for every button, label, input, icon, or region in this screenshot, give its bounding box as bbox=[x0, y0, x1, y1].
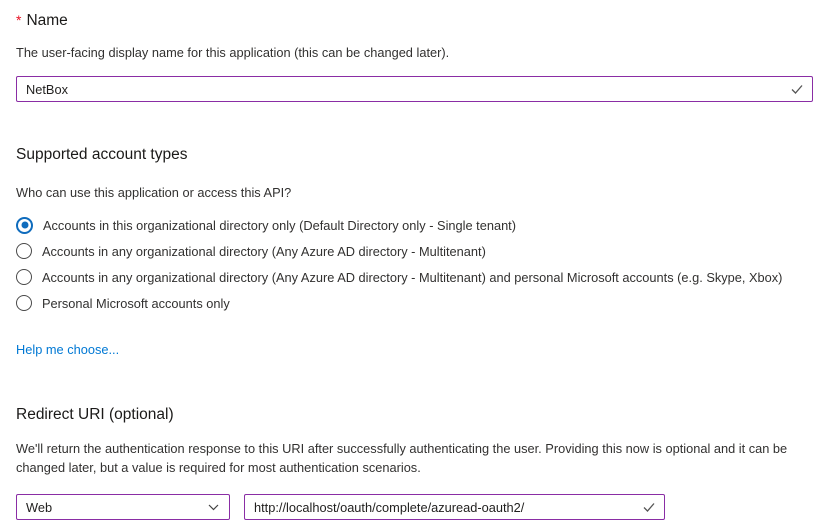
radio-option-label: Accounts in any organizational directory (Any Azure AD directory - Multitenant) bbox=[42, 243, 486, 259]
name-section-heading bbox=[16, 12, 813, 30]
radio-button-icon[interactable] bbox=[16, 269, 32, 285]
radio-option-label: Accounts in this organizational directory only (Default Directory only - Single tenant) bbox=[43, 217, 516, 233]
radio-option-personal-only[interactable] bbox=[16, 290, 813, 316]
radio-button-icon[interactable] bbox=[16, 217, 33, 234]
redirect-uri-title: Redirect URI (optional) bbox=[16, 406, 174, 423]
name-description: The user-facing display name for this application (this can be changed later). bbox=[16, 45, 450, 60]
radio-button-icon[interactable] bbox=[16, 295, 32, 311]
name-input[interactable] bbox=[17, 77, 812, 101]
redirect-uri-input[interactable] bbox=[245, 495, 664, 519]
radio-option-multitenant[interactable] bbox=[16, 238, 813, 264]
radio-option-label: Accounts in any organizational directory (Any Azure AD directory - Multitenant) and personal Microsoft accounts (e.g. Skype, Xbox) bbox=[42, 269, 783, 285]
account-types-question: Who can use this application or access this API? bbox=[16, 185, 292, 200]
radio-option-single-tenant[interactable] bbox=[16, 212, 813, 238]
help-me-choose-link[interactable]: Help me choose... bbox=[16, 342, 120, 357]
supported-account-types-title: Supported account types bbox=[16, 146, 188, 163]
radio-button-icon[interactable] bbox=[16, 243, 32, 259]
account-types-radio-group bbox=[16, 212, 813, 316]
radio-option-multitenant-personal[interactable] bbox=[16, 264, 813, 290]
required-asterisk: * bbox=[16, 12, 22, 28]
name-label: Name bbox=[26, 12, 68, 29]
redirect-uri-input-container bbox=[244, 494, 665, 520]
platform-select[interactable] bbox=[16, 494, 230, 520]
platform-select-value: Web bbox=[26, 499, 53, 515]
name-input-container bbox=[16, 76, 813, 102]
redirect-uri-description: We'll return the authentication response to this URI after successfully authenticating the user. Providing this now is optional and it can be changed later, but a value is required for most authentication scenarios. bbox=[16, 441, 788, 475]
radio-option-label: Personal Microsoft accounts only bbox=[42, 295, 230, 311]
redirect-uri-row bbox=[16, 494, 813, 520]
chevron-down-icon bbox=[207, 501, 220, 514]
